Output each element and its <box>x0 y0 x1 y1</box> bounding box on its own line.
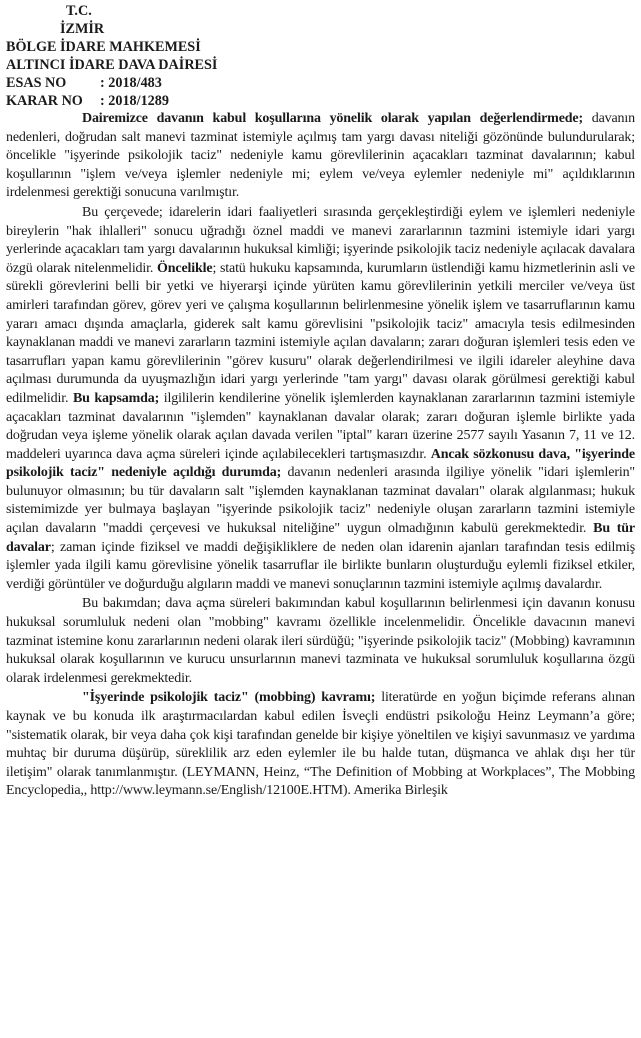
karar-label: KARAR NO <box>6 93 83 109</box>
paragraph <box>6 110 635 203</box>
bold-text-run: Bu tür davalar <box>6 521 635 555</box>
esas-label: ESAS NO <box>6 75 67 91</box>
paragraph <box>6 204 635 594</box>
header-tc: T.C. <box>66 3 92 19</box>
esas-row <box>6 74 635 92</box>
text-run: Bu çerçevede; idarelerin idari faaliyetleri sırasında gerçekleştirdiği eylem ve işlemleri nedeniyle bireylerin "hak ihlalleri" sonucu uğradığı öznel maddi ve manevi zararlarının tazmini istemiyle idari yargı yerlerinde açacakları tam yargı davalarının hukuksal kimliği; işyerinde psikolojik taciz nedeniyle açılacak davalara özgü olarak nitelenmelidir. <box>6 204 635 276</box>
header-chamber: ALTINCI İDARE DAVA DAİRESİ <box>6 57 218 73</box>
bold-text-run: Öncelikle <box>157 260 213 276</box>
karar-value: : 2018/1289 <box>100 93 169 109</box>
header-court: BÖLGE İDARE MAHKEMESİ <box>6 39 201 55</box>
text-run: ; statü hukuku kapsamında, kurumların üstlendiği kamu hizmetlerinin asli ve sürekli görevlerini belli bir yetki ve hiyerarşi içinde yürüten kamu görevlilerinin yetkili merciler ve/veya üst amirleri tarafından görev, görev yeri ve çalışma koşullarının belirlenmesine yönelik işlem ve tasarruflarının kamu yararı amacı dışında amaçlarla, giderek salt kamu görevlisini "psikolojik taciz" amacıyla tesis edilmesinden kaynaklanan maddi ve manevi zararların tazmini istemiyle açılan davaların; zararı doğuran işlemleri tesis eden ve tasarrufları yapan kamu görevlilerinin "görev kusuru" olarak değerlendirilmesi ve ilgili idareler aleyhine dava açılması durumunda da uyuşmazlığın idari yargı yerlerinde "tam yargı" davası olarak görülmesi gerektiği kabul edilmelidir. <box>6 260 635 406</box>
bold-text-run: Dairemizce davanın kabul koşullarına yönelik olarak yapılan değerlendirmede; <box>82 111 583 126</box>
text-run: Bu bakımdan; dava açma süreleri bakımından kabul koşullarının belirlenmesi için davanın konusu hukuksal sorumluluk nedeni olan "mobbing" kavramı özellikle incelenmelidir. Öncelikle davacının manevi tazminat istemine konu zararlarının nedeni olarak ileri sürdüğü; "işyerinde psikolojik taciz" (Mobbing) kavramının hukuksal olarak koşullarının ve kurucu unsurlarının manevi tazminata ve hukuksal sorumluluk koşullarına özgü olarak irdelenmesi gerekmektedir. <box>6 596 635 686</box>
text-run: ilgililerin kendilerine yönelik işlemlerden kaynaklanan zararlarının tazmini istemiyle açacakları tazminat davalarının "işlemden" kaynaklanan davalar olarak; zararı doğuran işlemle birlikte yada doğrudan veya işleme yönelik olarak açılan davada verilen "iptal" kararı üzerine 2577 sayılı Yasanın 7, 11 ve 12. maddeleri uyarınca dava açma süreleri içinde açılabilecekleri tartışmasızdır. <box>6 390 635 462</box>
bold-text-run: Bu kapsamda; <box>72 390 160 406</box>
paragraph <box>6 689 635 801</box>
text-run: davanın nedenleri, doğrudan salt manevi tazminat istemiyle açılmış tam yargı davası niteliği gözönünde bulundurularak; öncelikle "işyerinde psikolojik taciz" nedeniyle kamu görevlilerinin açacakları tazminat davalarının; kabul koşullarının "işlem ve/veya işlemler nedeniyle mi; eylem ve/veya eylemler nedeniyle mi" açıldıklarının irdelenmesi gerektiği sonucuna varılmıştır. <box>6 111 635 201</box>
paragraph <box>6 595 635 688</box>
document-header <box>6 2 635 110</box>
karar-row <box>6 92 635 110</box>
bold-text-run: Ancak sözkonusu dava, "işyerinde psikolojik taciz" nedeniyle açıldığı durumda; <box>6 446 635 481</box>
text-run: literatürde en yoğun biçimde referans alınan kaynak ve bu konuda ilk araştırmacılardan kabul edilen İsveçli endüstri psikoloğu Heinz Leymann’a göre; "sistematik olarak, bir veya daha çok kişi tarafından genelde bir kişiye yöneltilen ve kişiyi savunmasız ve yardıma muhtaç bir duruma düşürüp, süreklilik arz eden eylemler ile bu halde tutan, düşmanca ve ahlak dışı her tür iletişim" olarak tanımlanmıştır. (LEYMANN, Heinz, “The Definition of Mobbing at Workplaces”, The Mobbing Encyclopedia,, http://www.leymann.se/English/12100E.HTM). Amerika Birleşik <box>6 690 636 799</box>
text-run: ; zaman içinde fiziksel ve maddi değişikliklere de neden olan idarenin ajanları tarafından tesis edilmiş işlemler yada ilgili kamu görevlisine yönelik tasarruflar ile birlikte bunların oluşturduğu eylemli fiziksel etkiler, verdiği görüntüler ve doğurduğu algıların maddi ve manevi sonuçlarının tazmini istemiyle açılmış davalardır. <box>6 539 635 592</box>
bold-text-run: "İşyerinde psikolojik taciz" (mobbing) kavramı; <box>82 690 376 706</box>
document-body <box>6 110 635 801</box>
header-city: İZMİR <box>60 21 105 37</box>
text-run: davanın nedenleri arasında ilgiliye yönelik "idari işlemlerin" bulunuyor olmasının; bu tür davaların salt "işlemden kaynaklanan tazminat davaları" olarak algılanması; hukuk sistemimizde yer bulmaya başlayan "işyerinde psikolojik taciz" nedeniyle oluşan zararların tazmini istemiyle açılan davaların "maddi çerçevesi ve hukuksal niteliğine" uygun olmadığının kabulü gerekmektedir. <box>6 465 635 537</box>
esas-value: : 2018/483 <box>100 75 162 91</box>
